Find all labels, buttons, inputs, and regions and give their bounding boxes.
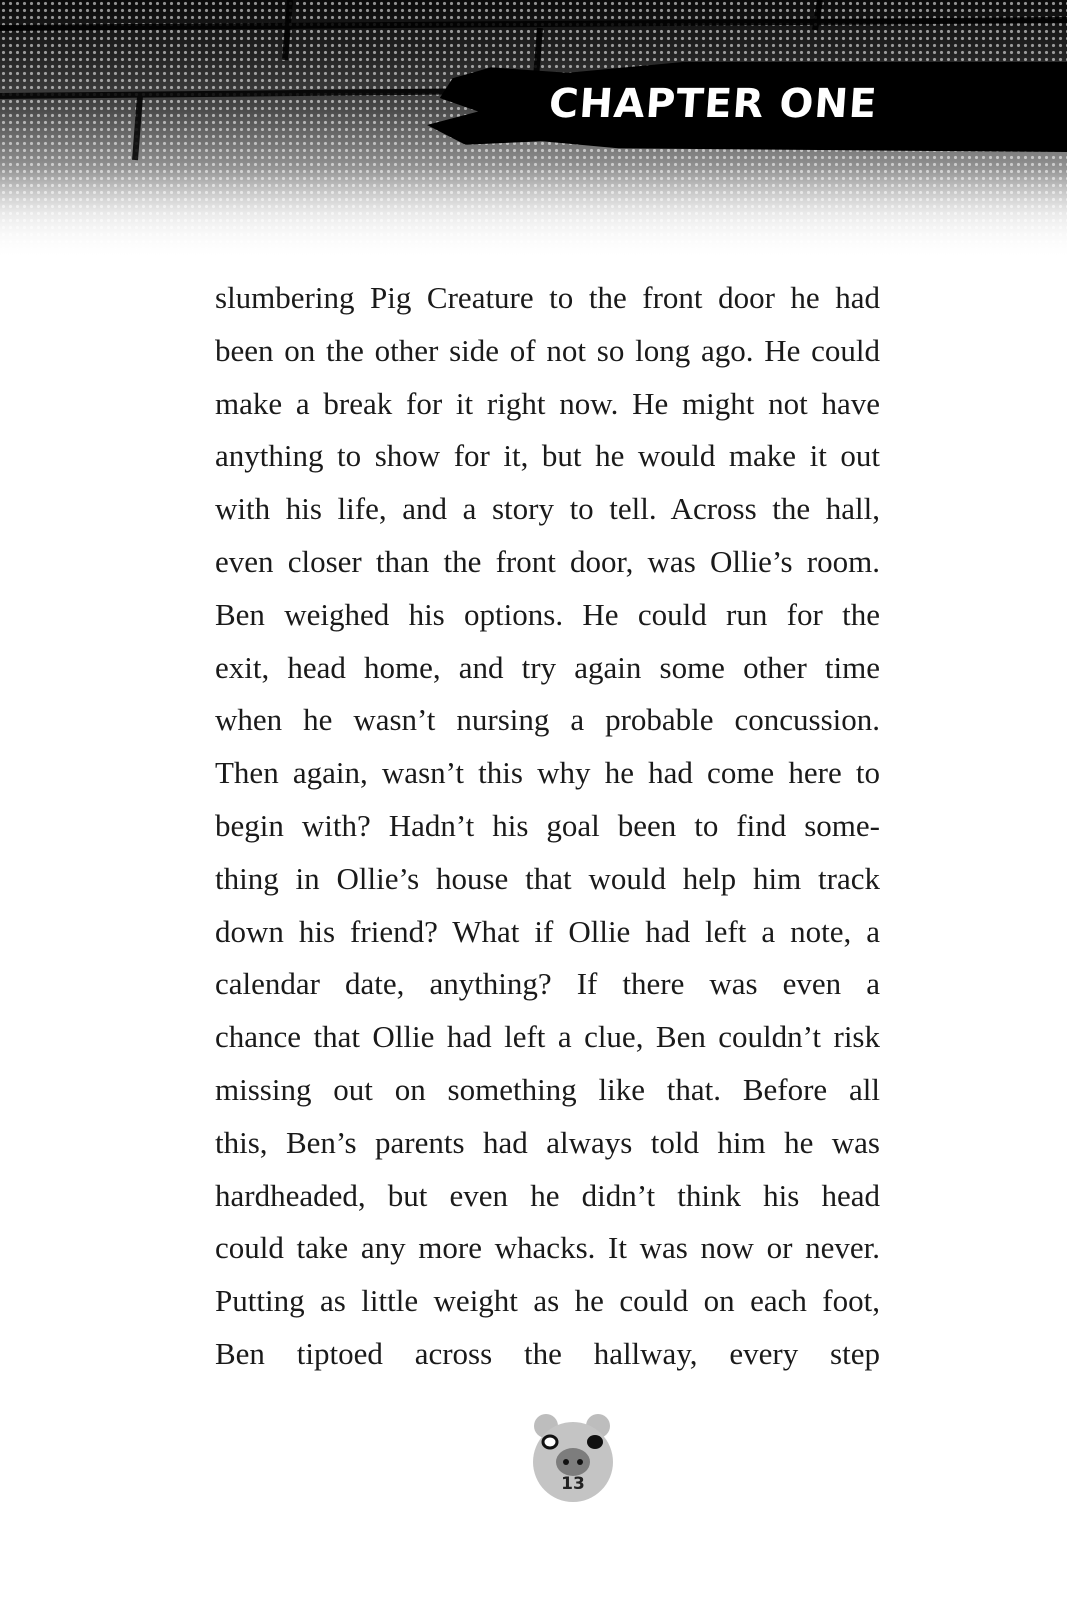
- page-number: 13: [561, 1474, 585, 1494]
- text-line: when he wasn’t nursing a probable concussion.: [215, 702, 880, 738]
- text-line: down his friend? What if Ollie had left a note, a: [215, 913, 880, 949]
- text-line: Ben weighed his options. He could run for the: [215, 596, 880, 632]
- text-line: Putting as little weight as he could on each foot,: [215, 1283, 880, 1319]
- chapter-header: [0, 0, 1067, 260]
- text-line: thing in Ollie’s house that would help him track: [215, 860, 880, 896]
- text-line: Then again, wasn’t this why he had come here to: [215, 755, 880, 791]
- page-number-badge: [528, 1410, 618, 1510]
- text-line: calendar date, anything? If there was even a: [215, 966, 880, 1002]
- text-line: slumbering Pig Creature to the front door he had: [215, 280, 880, 315]
- pig-face-icon: [528, 1410, 618, 1510]
- text-line: exit, head home, and try again some other time: [215, 649, 880, 685]
- text-line: make a break for it right now. He might not have: [215, 385, 880, 421]
- text-line: this, Ben’s parents had always told him he was: [215, 1124, 880, 1160]
- text-line: chance that Ollie had left a clue, Ben couldn’t risk: [215, 1019, 880, 1055]
- text-line: could take any more whacks. It was now or never.: [215, 1230, 880, 1266]
- text-line: Ben tiptoed across the hallway, every step: [215, 1335, 880, 1371]
- chapter-title: CHAPTER ONE: [547, 81, 879, 127]
- text-line: anything to show for it, but he would make it out: [215, 438, 880, 474]
- body-text: [215, 272, 880, 1381]
- text-line: hardheaded, but even he didn’t think his head: [215, 1177, 880, 1213]
- text-line: even closer than the front door, was Ollie’s room.: [215, 543, 880, 579]
- text-line: been on the other side of not so long ago. He could: [215, 332, 880, 368]
- text-line: begin with? Hadn’t his goal been to find some-: [215, 807, 880, 843]
- text-line: with his life, and a story to tell. Across the hall,: [215, 491, 880, 527]
- text-line: missing out on something like that. Before all: [215, 1071, 880, 1107]
